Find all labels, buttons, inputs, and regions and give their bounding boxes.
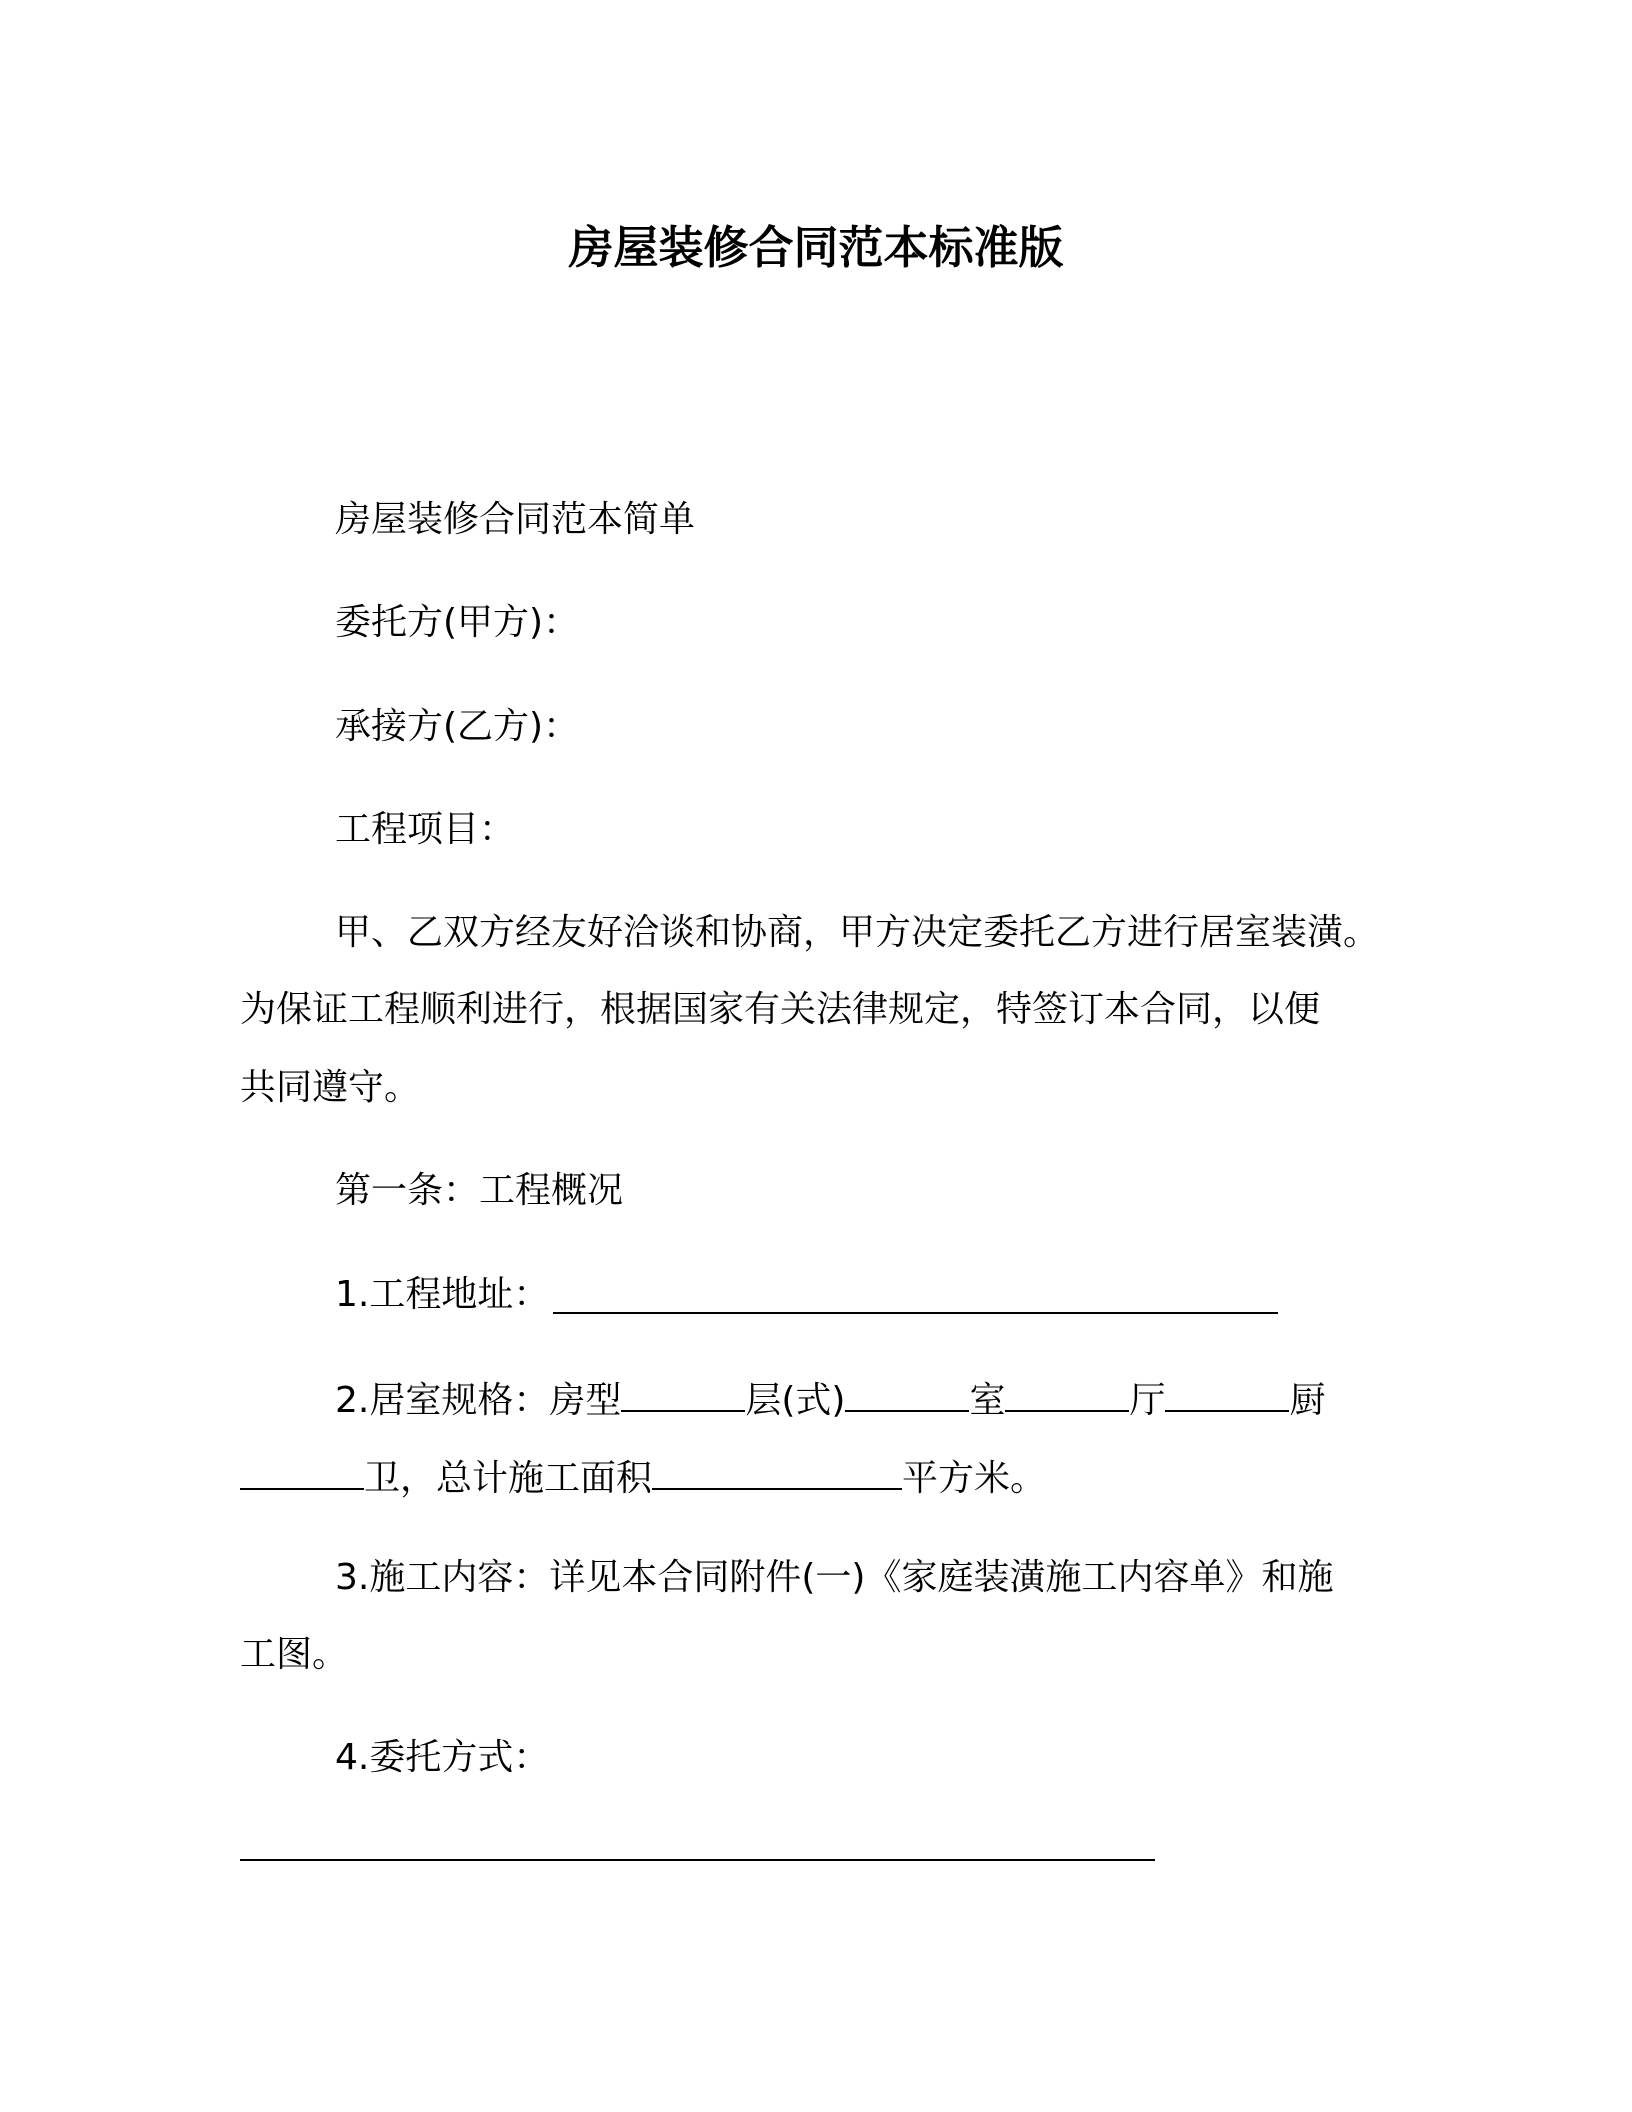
floor-label: 层(式) [745,1380,846,1421]
commission-method-blank-line [240,1859,1155,1861]
kitchen-label: 厨 [1289,1380,1326,1421]
hall-label: 厅 [1129,1380,1166,1421]
hall-blank [1165,1372,1289,1412]
intro-line-2: 为保证工程顺利进行，根据国家有关法律规定，特签订本合同，以便 [240,989,1321,1030]
intro-line-1: 甲、乙双方经友好洽谈和协商，甲方决定委托乙方进行居室装潢。 [335,912,1380,953]
party-b-label: 承接方(乙方)： [335,706,580,747]
room-spec-line-1 [335,1372,1326,1426]
bath-area-label: 卫，总计施工面积 [364,1458,653,1499]
address-item [335,1270,549,1320]
intro-line-3: 共同遵守。 [240,1067,421,1108]
project-label: 工程项目： [335,809,516,850]
article-1-heading: 第一条：工程概况 [335,1170,624,1211]
address-blank-line [553,1312,1278,1314]
content-line-1: 3.施工内容：详见本合同附件(一)《家庭装潢施工内容单》和施 [335,1557,1334,1598]
floor-blank [845,1372,969,1412]
room-type-blank [621,1372,745,1412]
room-label: 室 [969,1380,1006,1421]
room-blank [1005,1372,1129,1412]
address-label: 1.工程地址： [335,1274,550,1315]
area-unit: 平方米。 [902,1458,1047,1499]
content-line-2: 工图。 [240,1634,349,1675]
kitchen-blank [240,1450,364,1490]
commission-method-label: 4.委托方式： [335,1737,550,1778]
area-blank [652,1450,902,1490]
document-subtitle: 房屋装修合同范本简单 [335,499,696,540]
document-title: 房屋装修合同范本标准版 [568,221,1064,274]
room-spec-prefix: 2.居室规格：房型 [335,1380,622,1421]
party-a-label: 委托方(甲方)： [335,602,580,643]
room-spec-line-2 [240,1450,1046,1504]
